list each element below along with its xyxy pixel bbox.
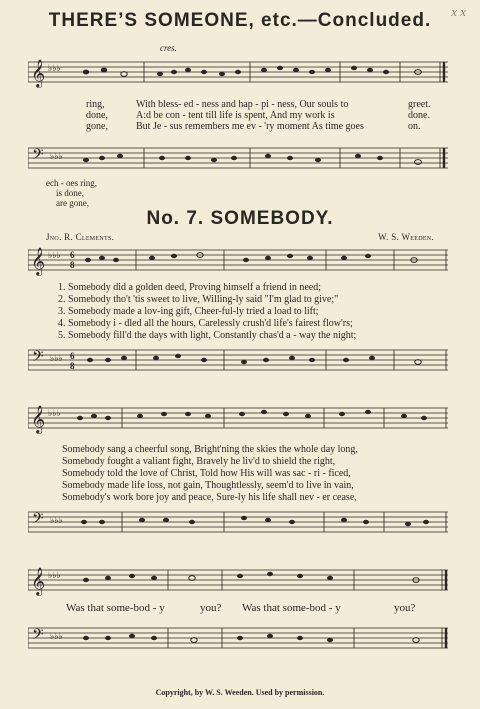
bass-echo-lyrics: ech - oes ring, is done, are gone, xyxy=(46,178,97,208)
svg-text:8: 8 xyxy=(70,361,75,371)
bass-staff-4 xyxy=(28,622,450,654)
bass-staff-2 xyxy=(28,344,450,376)
bass-staff-1 xyxy=(28,144,450,174)
verse-line: Somebody fought a valiant fight, Bravely he liv'd to shield the right, xyxy=(62,456,336,467)
svg-text:♭♭♭: ♭♭♭ xyxy=(48,63,61,73)
refrain-segment: Was that some-bod - y xyxy=(242,602,341,614)
svg-text:𝄢: 𝄢 xyxy=(32,510,44,530)
verse-line: 4. Somebody i - dled all the hours, Carelessly crush'd life's fairest flow'rs; xyxy=(58,318,353,329)
svg-text:8: 8 xyxy=(70,260,75,270)
svg-text:♭♭♭: ♭♭♭ xyxy=(48,250,61,260)
svg-text:♭♭♭: ♭♭♭ xyxy=(50,515,63,525)
verse-line: Somebody's work bore joy and peace, Sure-ly his life shall nev - er cease, xyxy=(62,492,357,503)
bass-staff-3 xyxy=(28,506,450,538)
verse-line: 2. Somebody tho't 'tis sweet to live, Willing-ly said "I'm glad to give;" xyxy=(58,294,339,305)
treble-staff-3 xyxy=(28,402,450,434)
refrain-lyrics xyxy=(66,603,415,614)
svg-text:6: 6 xyxy=(70,351,75,361)
verse-line: Somebody told the love of Christ, Told how His will was sac - ri - ficed, xyxy=(62,468,351,479)
svg-text:𝄢: 𝄢 xyxy=(32,146,44,166)
svg-text:𝄞: 𝄞 xyxy=(31,249,46,275)
verse-line: 1. Somebody did a golden deed, Proving himself a friend in need; xyxy=(58,282,322,293)
part1-lyrics: ring, With bless- ed - ness and hap - pi - ness, Our souls to greet. done, A:d be con - tent till life is spent, And my work is done. gone, But Je - sus remembers me ev - 'ry moment As time goes on. xyxy=(86,99,431,132)
svg-text:♭♭♭: ♭♭♭ xyxy=(50,151,63,161)
svg-text:𝄢: 𝄢 xyxy=(32,626,44,646)
verse-line: 5. Somebody fill'd the days with light, Constantly chas'd a - way the night; xyxy=(58,330,357,341)
verse-line: 3. Somebody made a lov-ing gift, Cheer-ful-ly tried a load to lift; xyxy=(58,306,319,317)
copyright-notice: Copyright, by W. S. Weeden. Used by permission. xyxy=(155,688,325,697)
crescendo-marking: cres. xyxy=(160,43,177,53)
verses-part2 xyxy=(62,444,358,504)
svg-text:𝄞: 𝄞 xyxy=(31,569,46,595)
refrain-segment: you? xyxy=(200,602,222,614)
composer: W. S. Weeden. xyxy=(378,232,434,242)
verse-line: Somebody made life loss, not gain, Thoughtlessly, seem'd to live in vain, xyxy=(62,480,354,491)
verse-line: Somebody sang a cheerful song, Bright'ning the skies the whole day long, xyxy=(62,444,358,455)
treble-staff-4 xyxy=(28,564,450,596)
svg-text:♭♭♭: ♭♭♭ xyxy=(48,570,61,580)
treble-staff-2 xyxy=(28,244,450,276)
svg-text:♭♭♭: ♭♭♭ xyxy=(48,408,61,418)
page-title: THERE’S SOMEONE, etc.—Concluded. xyxy=(48,10,432,31)
song-title: No. 7. SOMEBODY. xyxy=(146,208,334,229)
svg-text:6: 6 xyxy=(70,250,75,260)
verses-part1 xyxy=(58,282,356,342)
refrain-segment: Was that some-bod - y xyxy=(66,602,165,614)
lyric-line: gone, xyxy=(86,121,108,132)
svg-text:♭♭♭: ♭♭♭ xyxy=(50,353,63,363)
pencil-mark: x x xyxy=(451,4,466,19)
svg-text:♭♭♭: ♭♭♭ xyxy=(50,631,63,641)
lyric-line: done, xyxy=(86,110,108,121)
lyric-line: ring, xyxy=(86,99,105,110)
svg-text:𝄞: 𝄞 xyxy=(31,407,46,433)
svg-text:𝄢: 𝄢 xyxy=(32,348,44,368)
treble-staff-1 xyxy=(28,58,450,88)
lyricist: Jno. R. Clements. xyxy=(46,232,115,242)
svg-text:𝄞: 𝄞 xyxy=(31,61,46,87)
refrain-segment: you? xyxy=(394,602,416,614)
